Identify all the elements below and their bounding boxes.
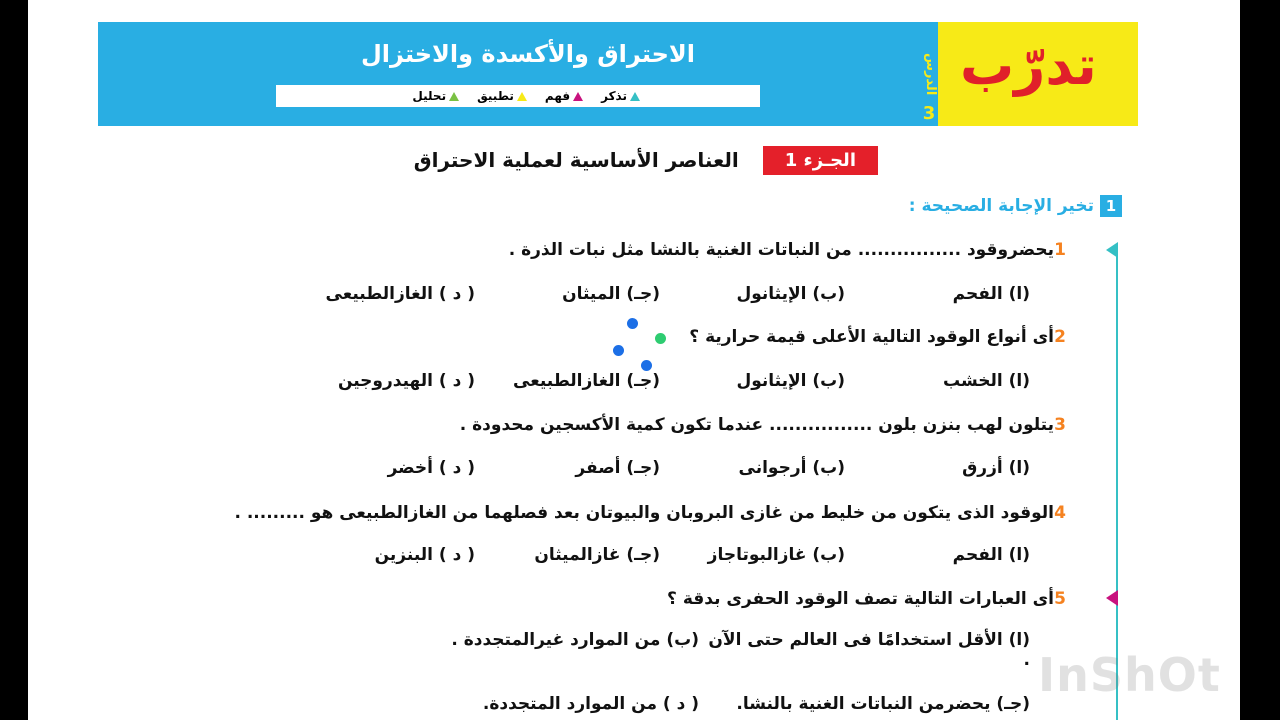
option[interactable]: (ب) أرجوانى xyxy=(738,458,845,478)
options-row xyxy=(288,545,1030,565)
question-text: أى أنواع الوقود التالية الأعلى قيمة حرارية ؟ xyxy=(689,327,1054,347)
option[interactable]: ( د ) الهيدروجين xyxy=(337,371,475,391)
options-grid xyxy=(368,630,1030,714)
question-number: 5 xyxy=(1054,589,1066,609)
option[interactable]: (جـ) غازالميثان xyxy=(534,545,660,565)
option[interactable]: (ا) الخشب xyxy=(942,371,1030,391)
section-instruction: تخير الإجابة الصحيحة : xyxy=(908,196,1094,216)
triangle-icon xyxy=(517,92,527,101)
lesson-banner xyxy=(98,22,1138,126)
touch-dot xyxy=(641,360,652,371)
options-row xyxy=(288,371,1030,391)
option[interactable]: (ب) من الموارد غيرالمتجددة . xyxy=(451,630,699,650)
skills-legend xyxy=(276,85,760,107)
touch-dot xyxy=(627,318,638,329)
triangle-icon xyxy=(449,92,459,101)
lesson-label: الدرس xyxy=(923,52,938,96)
option[interactable]: ( د ) البنزين xyxy=(374,545,475,565)
logo-box xyxy=(938,22,1138,126)
option[interactable]: (ا) أزرق xyxy=(962,458,1030,478)
option[interactable]: ( د ) أخضر xyxy=(387,458,475,478)
touch-dot xyxy=(655,333,666,344)
option[interactable]: (جـ) الميثان xyxy=(562,284,660,304)
part-badge: الجـزء 1 xyxy=(763,146,878,175)
option[interactable]: (جـ) أصفر xyxy=(575,458,660,478)
triangle-icon xyxy=(630,92,640,101)
options-row xyxy=(288,284,1030,304)
logo: تدرّب xyxy=(960,34,1097,97)
option[interactable]: ( د ) من الموارد المتجددة. xyxy=(482,694,699,714)
option[interactable]: (ا) الفحم xyxy=(952,284,1030,304)
question-text: أى العبارات التالية تصف الوقود الحفرى بدقة ؟ xyxy=(667,589,1054,609)
touch-dot xyxy=(613,345,624,356)
option[interactable]: (جـ) الغازالطبيعى xyxy=(513,371,660,391)
skill-understand: فهم xyxy=(545,89,583,103)
lesson-title: الاحتراق والأكسدة والاختزال xyxy=(360,40,696,68)
option[interactable]: ( د ) الغازالطبيعى xyxy=(325,284,475,304)
part-title: العناصر الأساسية لعملية الاحتراق xyxy=(413,148,739,172)
section-number: 1 xyxy=(1100,195,1122,217)
question-number: 2 xyxy=(1054,327,1066,347)
question-number: 4 xyxy=(1054,503,1066,523)
option[interactable]: (ا) الأقل استخدامًا فى العالم حتى الآن . xyxy=(708,630,1030,670)
skill-apply: تطبيق xyxy=(477,89,527,103)
question-text: يحضروقود ................ من النباتات الغنية بالنشا مثل نبات الذرة . xyxy=(508,240,1054,260)
worksheet-page xyxy=(28,0,1240,720)
question-number: 1 xyxy=(1054,240,1066,260)
option[interactable]: (ا) الفحم xyxy=(952,545,1030,565)
question-number: 3 xyxy=(1054,415,1066,435)
part-heading xyxy=(378,142,878,178)
section-heading xyxy=(909,195,1122,217)
option[interactable]: (ب) الإيثانول xyxy=(736,284,845,304)
option[interactable]: (ب) الإيثانول xyxy=(736,371,845,391)
option[interactable]: (ب) غازالبوتاجاز xyxy=(707,545,845,565)
skill-analyze: تحليل xyxy=(412,89,459,103)
skill-remember: تذكر xyxy=(601,89,640,103)
watermark: InShOt xyxy=(1038,648,1221,702)
options-row xyxy=(288,458,1030,478)
question-text: الوقود الذى يتكون من خليط من غازى البروبان والبيوتان بعد فصلهما من الغازالطبيعى هو ......... . xyxy=(234,503,1054,523)
remember-marker-icon xyxy=(1106,242,1118,258)
understand-marker-icon xyxy=(1106,590,1118,606)
question-text: يتلون لهب بنزن بلون ................ عندما تكون كمية الأكسجين محدودة . xyxy=(459,415,1054,435)
triangle-icon xyxy=(573,92,583,101)
lesson-number: 3 xyxy=(922,103,936,124)
option[interactable]: (جـ) يحضرمن النباتات الغنية بالنشا. xyxy=(736,694,1030,714)
